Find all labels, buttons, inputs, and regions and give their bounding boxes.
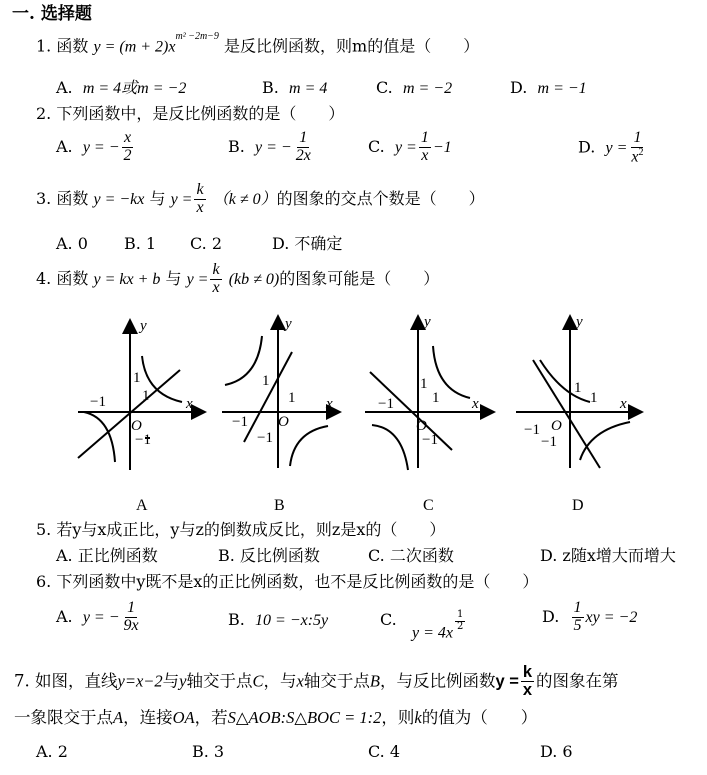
graph-b-neg-one-y: −1 [257,430,273,446]
graph-d-y-label: y [576,314,583,330]
graph-d-neg-one-x: −1 [524,422,540,438]
graph-b-y-label: y [285,316,292,332]
q5-option-d[interactable]: D. z随x增大而增大 [540,546,676,565]
graph-b-one-y: 1 [262,373,270,389]
graph-b-neg-one-x: −1 [232,414,248,430]
q2-option-a[interactable]: A. y = − $\frac{x}{2}$ [56,129,132,164]
q2-option-d[interactable]: D. y = $\frac{1}{x^2}$ [578,129,644,166]
graph-c-one-y: 1 [420,376,428,392]
graph-a-origin: O [131,418,142,434]
graph-a-neg-one-y: −1 [135,432,151,448]
graph-c-x-label: x [472,396,479,412]
graph-d-one-y: 1 [574,380,582,396]
graph-a-x-label: x [186,396,193,412]
q6-option-b[interactable]: B. 10 = −x:5y [228,610,329,629]
graph-a-one-y: 1 [133,370,141,386]
graph-b-x-label: x [326,396,333,412]
graph-b-origin: O [278,414,289,430]
q7-option-b[interactable]: B. 3 [192,742,225,761]
q7-option-a[interactable]: A. 2 [36,742,68,761]
graph-a-one-x: 1 [142,388,150,404]
q5-option-b[interactable]: B. 反比例函数 [218,546,320,565]
question-6-stem: 6. 下列函数中y既不是x的正比例函数，也不是反比例函数的是（ ） [36,572,539,591]
graph-b-caption: B [274,497,285,514]
graph-d-neg-one-y: −1 [541,434,557,450]
q6-option-c-expr: y = 4x $\frac{1}{2}$ [412,609,464,642]
q6-option-d[interactable]: D. $\frac{1}{5}$ xy = −2 [542,599,638,634]
graph-d-caption: D [572,497,584,514]
q6-option-c[interactable]: C. [380,610,397,629]
graph-c-neg-one-y: −1 [422,432,438,448]
graph-c-origin: O [416,418,427,434]
graph-d-one-x: 1 [590,390,598,406]
q1-option-d[interactable]: D. m = −1 [510,78,587,97]
graph-a-neg-one-x: −1 [90,394,106,410]
q3-option-d[interactable]: D. 不确定 [272,234,343,253]
q1-option-c[interactable]: C. m = −2 [376,78,453,97]
q1-option-b[interactable]: B. m = 4 [262,78,328,97]
graph-a-y-label: y [140,318,147,334]
question-7-line-1: 7. 如图，直线y=x−2与y轴交于点C，与x轴交于点B，与反比例函数y = $\frac{k}{x}$ 的图象在第 [14,663,619,700]
question-1-stem: 1. 函数 $y = (m + 2)x^{m^2 -2m-9}$ 是反比例函数，则m的值是（ ） [36,31,480,56]
q3-option-b[interactable]: B. 1 [124,234,157,253]
question-4-stem: 4. 函数 y = kx + b 与 y = $\frac{k}{x}$ (kb ≠ 0)的图象可能是（ ） [36,261,440,296]
section-title: 一. 选择题 [12,4,92,24]
question-2-stem: 2. 下列函数中，是反比例函数的是（ ） [36,104,345,123]
graph-b-one-x: 1 [288,390,296,406]
graph-c-y-label: y [424,314,431,330]
q2-option-b[interactable]: B. y = − $\frac{1}{2x}$ [228,129,311,164]
q3-option-c[interactable]: C. 2 [190,234,223,253]
q5-option-c[interactable]: C. 二次函数 [368,546,454,565]
q1-option-a[interactable]: A. m = 4或m = −2 [56,78,187,97]
graph-c-one-x: 1 [432,390,440,406]
graph-d-x-label: x [620,396,627,412]
graph-c-caption: C [423,497,434,514]
graph-b[interactable] [222,316,340,468]
q3-option-a[interactable]: A. 0 [56,234,88,253]
q5-option-a[interactable]: A. 正比例函数 [56,546,158,565]
graph-a-caption: A [136,497,148,514]
q7-option-d[interactable]: D. 6 [540,742,573,761]
question-5-stem: 5. 若y与x成正比，y与z的倒数成反比，则z是x的（ ） [36,520,446,539]
question-3-stem: 3. 函数 y = −kx 与 y = $\frac{k}{x}$ （k ≠ 0）的图象的交点个数是（ ） [36,181,485,216]
graph-c-neg-one-x: −1 [378,396,394,412]
q7-option-c[interactable]: C. 4 [368,742,401,761]
graph-d-origin: O [551,418,562,434]
q6-option-a[interactable]: A. y = − $\frac{1}{9x}$ [56,599,139,634]
question-7-line-2: 一象限交于点A，连接OA，若S△AOB:S△BOC = 1:2，则k的值为（ ） [14,708,538,727]
q2-option-c[interactable]: C. y = $\frac{1}{x}$ −1 [368,129,452,164]
